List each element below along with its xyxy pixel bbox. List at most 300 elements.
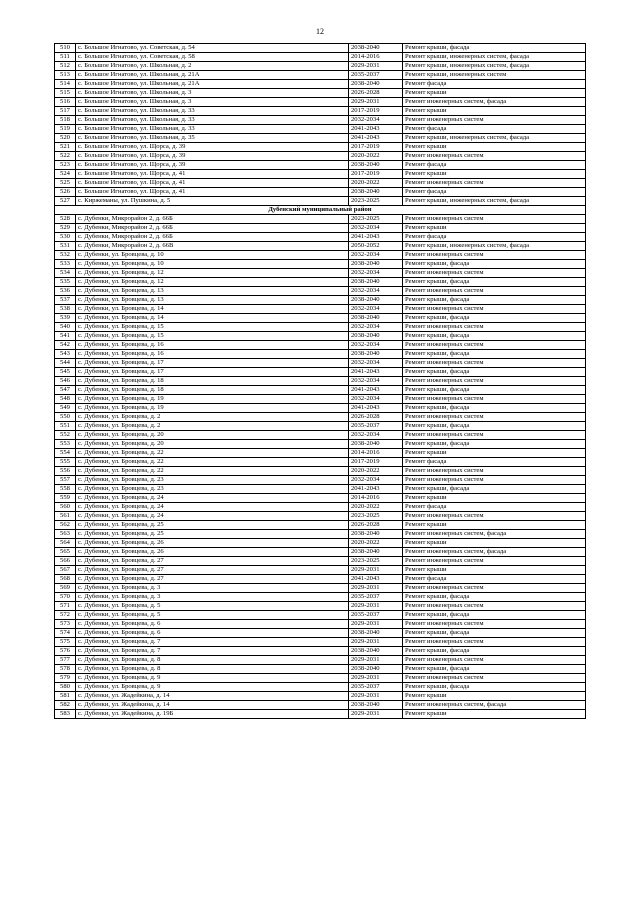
- page-number: 12: [316, 27, 324, 36]
- row-address: с. Большое Игнатово, ул. Щорса, д. 41: [76, 179, 349, 188]
- row-address: с. Дубенки, ул. Бровцева, д. 27: [76, 557, 349, 566]
- table-row: [55, 449, 586, 458]
- row-period: 2020-2022: [349, 503, 403, 512]
- row-work-type: Ремонт крыши, инженерных систем, фасада: [403, 134, 586, 143]
- row-period: 2029-2031: [349, 98, 403, 107]
- row-work-type: Ремонт инженерных систем: [403, 674, 586, 683]
- row-period: 2029-2031: [349, 710, 403, 719]
- row-period: 2038-2040: [349, 278, 403, 287]
- row-address: с. Дубенки, Микрорайон 2, д. 66Б: [76, 233, 349, 242]
- row-period: 2041-2043: [349, 368, 403, 377]
- row-number: 542: [55, 341, 76, 350]
- row-address: с. Дубенки, ул. Бровцева, д. 22: [76, 467, 349, 476]
- row-work-type: Ремонт инженерных систем: [403, 431, 586, 440]
- row-period: 2032-2034: [349, 341, 403, 350]
- row-period: 2032-2034: [349, 323, 403, 332]
- row-address: с. Дубенки, ул. Бровцева, д. 22: [76, 449, 349, 458]
- row-work-type: Ремонт крыши, фасада: [403, 44, 586, 53]
- row-work-type: Ремонт фасада: [403, 80, 586, 89]
- row-address: с. Дубенки, ул. Бровцева, д. 27: [76, 566, 349, 575]
- row-period: 2020-2022: [349, 179, 403, 188]
- table-row: [55, 179, 586, 188]
- table-row: [55, 332, 586, 341]
- row-period: 2017-2019: [349, 143, 403, 152]
- row-number: 533: [55, 260, 76, 269]
- row-number: 520: [55, 134, 76, 143]
- row-number: 562: [55, 521, 76, 530]
- row-number: 543: [55, 350, 76, 359]
- row-address: с. Дубенки, ул. Бровцева, д. 19: [76, 404, 349, 413]
- table-row: [55, 557, 586, 566]
- row-address: с. Дубенки, Микрорайон 2, д. 66Б: [76, 215, 349, 224]
- row-period: 2035-2037: [349, 683, 403, 692]
- row-work-type: Ремонт крыши, фасада: [403, 440, 586, 449]
- row-period: 2038-2040: [349, 530, 403, 539]
- table-row: [55, 152, 586, 161]
- row-number: 518: [55, 116, 76, 125]
- row-address: с. Дубенки, ул. Бровцева, д. 8: [76, 665, 349, 674]
- row-period: 2038-2040: [349, 80, 403, 89]
- row-number: 522: [55, 152, 76, 161]
- table-row: [55, 350, 586, 359]
- row-period: 2038-2040: [349, 665, 403, 674]
- row-work-type: Ремонт крыши, инженерных систем: [403, 71, 586, 80]
- row-work-type: Ремонт инженерных систем: [403, 620, 586, 629]
- row-period: 2014-2016: [349, 449, 403, 458]
- row-work-type: Ремонт инженерных систем: [403, 602, 586, 611]
- row-address: с. Дубенки, ул. Бровцева, д. 7: [76, 647, 349, 656]
- row-address: с. Дубенки, ул. Бровцева, д. 27: [76, 575, 349, 584]
- row-number: 524: [55, 170, 76, 179]
- row-period: 2029-2031: [349, 692, 403, 701]
- row-work-type: Ремонт крыши: [403, 89, 586, 98]
- row-address: с. Дубенки, ул. Бровцева, д. 24: [76, 503, 349, 512]
- row-work-type: Ремонт фасада: [403, 575, 586, 584]
- row-period: 2041-2043: [349, 485, 403, 494]
- row-work-type: Ремонт крыши, инженерных систем, фасада: [403, 62, 586, 71]
- table-row: [55, 467, 586, 476]
- table-row: [55, 143, 586, 152]
- row-work-type: Ремонт крыши: [403, 539, 586, 548]
- row-address: с. Дубенки, ул. Бровцева, д. 3: [76, 584, 349, 593]
- row-work-type: Ремонт крыши, фасада: [403, 665, 586, 674]
- row-work-type: Ремонт инженерных систем: [403, 251, 586, 260]
- table-row: [55, 431, 586, 440]
- row-address: с. Дубенки, ул. Бровцева, д. 18: [76, 386, 349, 395]
- row-work-type: Ремонт крыши, фасада: [403, 368, 586, 377]
- row-address: с. Дубенки, ул. Бровцева, д. 9: [76, 683, 349, 692]
- table-row: [55, 44, 586, 53]
- row-number: 566: [55, 557, 76, 566]
- row-period: 2032-2034: [349, 476, 403, 485]
- row-work-type: Ремонт фасада: [403, 161, 586, 170]
- row-number: 552: [55, 431, 76, 440]
- row-address: с. Дубенки, ул. Бровцева, д. 16: [76, 350, 349, 359]
- row-work-type: Ремонт крыши: [403, 692, 586, 701]
- row-period: 2029-2031: [349, 638, 403, 647]
- table-row: [55, 458, 586, 467]
- row-number: 544: [55, 359, 76, 368]
- row-address: с. Большое Игнатово, ул. Советская, д. 58: [76, 53, 349, 62]
- table-row: [55, 602, 586, 611]
- row-number: 545: [55, 368, 76, 377]
- row-work-type: Ремонт крыши, фасада: [403, 593, 586, 602]
- row-number: 563: [55, 530, 76, 539]
- row-period: 2032-2034: [349, 359, 403, 368]
- table-row: [55, 269, 586, 278]
- row-work-type: Ремонт инженерных систем: [403, 305, 586, 314]
- row-period: 2014-2016: [349, 53, 403, 62]
- row-work-type: Ремонт крыши, фасада: [403, 683, 586, 692]
- row-work-type: Ремонт инженерных систем, фасада: [403, 548, 586, 557]
- row-address: с. Дубенки, ул. Бровцева, д. 22: [76, 458, 349, 467]
- row-work-type: Ремонт крыши: [403, 224, 586, 233]
- row-period: 2035-2037: [349, 422, 403, 431]
- row-number: 583: [55, 710, 76, 719]
- row-work-type: Ремонт инженерных систем: [403, 638, 586, 647]
- row-period: 2029-2031: [349, 656, 403, 665]
- row-address: с. Большое Игнатово, ул. Школьная, д. 3: [76, 98, 349, 107]
- table-row: [55, 521, 586, 530]
- row-address: с. Дубенки, ул. Бровцева, д. 17: [76, 368, 349, 377]
- row-period: 2026-2028: [349, 89, 403, 98]
- row-period: 2038-2040: [349, 260, 403, 269]
- row-period: 2038-2040: [349, 161, 403, 170]
- row-number: 569: [55, 584, 76, 593]
- row-period: 2032-2034: [349, 287, 403, 296]
- row-address: с. Дубенки, ул. Бровцева, д. 13: [76, 296, 349, 305]
- row-period: 2038-2040: [349, 350, 403, 359]
- row-period: 2038-2040: [349, 314, 403, 323]
- row-work-type: Ремонт крыши, фасада: [403, 350, 586, 359]
- table-row: [55, 476, 586, 485]
- row-work-type: Ремонт крыши: [403, 566, 586, 575]
- row-number: 534: [55, 269, 76, 278]
- table-row: [55, 233, 586, 242]
- table-row: [55, 125, 586, 134]
- table-row: [55, 701, 586, 710]
- row-address: с. Дубенки, ул. Бровцева, д. 12: [76, 278, 349, 287]
- row-address: с. Большое Игнатово, ул. Школьная, д. 33: [76, 116, 349, 125]
- row-address: с. Дубенки, ул. Бровцева, д. 14: [76, 314, 349, 323]
- row-number: 578: [55, 665, 76, 674]
- row-work-type: Ремонт фасада: [403, 125, 586, 134]
- row-number: 549: [55, 404, 76, 413]
- row-period: 2029-2031: [349, 62, 403, 71]
- row-work-type: Ремонт крыши: [403, 710, 586, 719]
- table-row: [55, 251, 586, 260]
- row-address: с. Дубенки, ул. Бровцева, д. 14: [76, 305, 349, 314]
- row-address: с. Большое Игнатово, ул. Школьная, д. 33: [76, 125, 349, 134]
- table-row: [55, 341, 586, 350]
- row-period: 2017-2019: [349, 107, 403, 116]
- table-row: [55, 494, 586, 503]
- row-address: с. Дубенки, ул. Бровцева, д. 23: [76, 476, 349, 485]
- row-work-type: Ремонт инженерных систем: [403, 467, 586, 476]
- table-row: [55, 161, 586, 170]
- table-row: [55, 89, 586, 98]
- row-number: 515: [55, 89, 76, 98]
- row-address: с. Большое Игнатово, ул. Школьная, д. 3: [76, 89, 349, 98]
- row-period: 2017-2019: [349, 458, 403, 467]
- table-row: [55, 692, 586, 701]
- row-address: с. Большое Игнатово, ул. Щорса, д. 41: [76, 170, 349, 179]
- row-period: 2041-2043: [349, 575, 403, 584]
- row-address: с. Дубенки, ул. Бровцева, д. 9: [76, 674, 349, 683]
- row-number: 526: [55, 188, 76, 197]
- table-row: [55, 323, 586, 332]
- table-row: [55, 404, 586, 413]
- table-row: [55, 359, 586, 368]
- row-number: 541: [55, 332, 76, 341]
- table-row: [55, 548, 586, 557]
- row-period: 2023-2025: [349, 512, 403, 521]
- row-work-type: Ремонт крыши, фасада: [403, 278, 586, 287]
- row-work-type: Ремонт крыши, фасада: [403, 422, 586, 431]
- row-number: 570: [55, 593, 76, 602]
- row-number: 558: [55, 485, 76, 494]
- row-number: 511: [55, 53, 76, 62]
- table-row: [55, 305, 586, 314]
- row-number: 516: [55, 98, 76, 107]
- row-address: с. Дубенки, ул. Бровцева, д. 25: [76, 521, 349, 530]
- row-period: 2041-2043: [349, 134, 403, 143]
- row-period: 2029-2031: [349, 602, 403, 611]
- row-period: 2026-2028: [349, 521, 403, 530]
- table-row: [55, 116, 586, 125]
- row-work-type: Ремонт инженерных систем: [403, 557, 586, 566]
- table-row: [55, 53, 586, 62]
- table-row: [55, 683, 586, 692]
- row-work-type: Ремонт крыши, фасада: [403, 314, 586, 323]
- table-row: [55, 440, 586, 449]
- row-work-type: Ремонт крыши, фасада: [403, 629, 586, 638]
- table-row: [55, 710, 586, 719]
- table-row: [55, 368, 586, 377]
- row-period: 2023-2025: [349, 557, 403, 566]
- row-address: с. Дубенки, ул. Бровцева, д. 6: [76, 629, 349, 638]
- row-number: 568: [55, 575, 76, 584]
- row-work-type: Ремонт инженерных систем: [403, 359, 586, 368]
- table-row: [55, 413, 586, 422]
- row-number: 551: [55, 422, 76, 431]
- row-number: 546: [55, 377, 76, 386]
- row-period: 2035-2037: [349, 611, 403, 620]
- row-period: 2032-2034: [349, 377, 403, 386]
- row-address: с. Большое Игнатово, ул. Школьная, д. 21А: [76, 71, 349, 80]
- row-period: 2017-2019: [349, 170, 403, 179]
- row-number: 513: [55, 71, 76, 80]
- row-work-type: Ремонт инженерных систем: [403, 476, 586, 485]
- row-period: 2038-2040: [349, 548, 403, 557]
- row-work-type: Ремонт инженерных систем: [403, 341, 586, 350]
- row-period: 2038-2040: [349, 647, 403, 656]
- row-address: с. Большое Игнатово, ул. Щорса, д. 39: [76, 143, 349, 152]
- row-period: 2032-2034: [349, 395, 403, 404]
- row-number: 555: [55, 458, 76, 467]
- table-row: [55, 584, 586, 593]
- row-number: 519: [55, 125, 76, 134]
- row-number: 529: [55, 224, 76, 233]
- row-address: с. Дубенки, ул. Бровцева, д. 25: [76, 530, 349, 539]
- row-address: с. Дубенки, ул. Жадейкина, д. 19Б: [76, 710, 349, 719]
- row-period: 2035-2037: [349, 593, 403, 602]
- row-number: 525: [55, 179, 76, 188]
- row-period: 2032-2034: [349, 269, 403, 278]
- table-row: [55, 80, 586, 89]
- row-period: 2038-2040: [349, 188, 403, 197]
- row-period: 2020-2022: [349, 152, 403, 161]
- row-work-type: Ремонт инженерных систем, фасада: [403, 98, 586, 107]
- row-address: с. Большое Игнатово, ул. Советская, д. 54: [76, 44, 349, 53]
- row-number: 532: [55, 251, 76, 260]
- row-number: 538: [55, 305, 76, 314]
- row-period: 2032-2034: [349, 224, 403, 233]
- row-period: 2038-2040: [349, 629, 403, 638]
- row-period: 2032-2034: [349, 431, 403, 440]
- row-work-type: Ремонт крыши: [403, 107, 586, 116]
- row-address: с. Дубенки, ул. Бровцева, д. 10: [76, 251, 349, 260]
- table-row: [55, 656, 586, 665]
- row-number: 528: [55, 215, 76, 224]
- row-address: с. Большое Игнатово, ул. Школьная, д. 21А: [76, 80, 349, 89]
- row-period: 2020-2022: [349, 539, 403, 548]
- row-address: с. Дубенки, ул. Бровцева, д. 13: [76, 287, 349, 296]
- table-row: [55, 224, 586, 233]
- table-row: [55, 629, 586, 638]
- row-period: 2026-2028: [349, 413, 403, 422]
- row-work-type: Ремонт крыши, инженерных систем, фасада: [403, 242, 586, 251]
- row-address: с. Дубенки, ул. Бровцева, д. 2: [76, 413, 349, 422]
- row-address: с. Дубенки, Микрорайон 2, д. 66В: [76, 242, 349, 251]
- row-address: с. Дубенки, ул. Жадейкина, д. 14: [76, 701, 349, 710]
- row-period: 2038-2040: [349, 296, 403, 305]
- table-row: [55, 386, 586, 395]
- row-number: 565: [55, 548, 76, 557]
- row-address: с. Дубенки, ул. Бровцева, д. 7: [76, 638, 349, 647]
- row-work-type: Ремонт инженерных систем: [403, 323, 586, 332]
- row-work-type: Ремонт инженерных систем: [403, 377, 586, 386]
- row-period: 2041-2043: [349, 125, 403, 134]
- row-number: 531: [55, 242, 76, 251]
- row-work-type: Ремонт фасада: [403, 503, 586, 512]
- row-period: 2038-2040: [349, 332, 403, 341]
- row-number: 517: [55, 107, 76, 116]
- row-number: 571: [55, 602, 76, 611]
- row-address: с. Дубенки, ул. Бровцева, д. 6: [76, 620, 349, 629]
- row-number: 553: [55, 440, 76, 449]
- row-address: с. Дубенки, ул. Бровцева, д. 12: [76, 269, 349, 278]
- table-row: [55, 485, 586, 494]
- row-work-type: Ремонт инженерных систем: [403, 269, 586, 278]
- row-period: 2041-2043: [349, 233, 403, 242]
- row-address: с. Дубенки, ул. Бровцева, д. 15: [76, 332, 349, 341]
- row-address: с. Дубенки, ул. Бровцева, д. 5: [76, 602, 349, 611]
- row-address: с. Дубенки, ул. Бровцева, д. 2: [76, 422, 349, 431]
- table-row: [55, 377, 586, 386]
- row-number: 567: [55, 566, 76, 575]
- row-period: 2050-2052: [349, 242, 403, 251]
- row-address: с. Большое Игнатово, ул. Школьная, д. 33: [76, 107, 349, 116]
- row-work-type: Ремонт инженерных систем: [403, 584, 586, 593]
- row-address: с. Дубенки, ул. Бровцева, д. 8: [76, 656, 349, 665]
- repair-schedule-body: [55, 44, 586, 719]
- row-work-type: Ремонт крыши, фасада: [403, 647, 586, 656]
- row-period: 2014-2016: [349, 494, 403, 503]
- table-row: [55, 422, 586, 431]
- row-number: 560: [55, 503, 76, 512]
- row-work-type: Ремонт крыши, фасада: [403, 386, 586, 395]
- row-work-type: Ремонт крыши: [403, 170, 586, 179]
- row-number: 535: [55, 278, 76, 287]
- table-row: [55, 620, 586, 629]
- row-period: 2020-2022: [349, 467, 403, 476]
- row-work-type: Ремонт инженерных систем: [403, 512, 586, 521]
- row-work-type: Ремонт крыши, фасада: [403, 260, 586, 269]
- table-row: [55, 278, 586, 287]
- row-address: с. Дубенки, ул. Бровцева, д. 5: [76, 611, 349, 620]
- table-row: [55, 62, 586, 71]
- row-work-type: Ремонт крыши, фасада: [403, 611, 586, 620]
- row-address: с. Большое Игнатово, ул. Школьная, д. 35: [76, 134, 349, 143]
- table-row: [55, 71, 586, 80]
- table-row: [55, 107, 586, 116]
- row-address: с. Дубенки, ул. Бровцева, д. 20: [76, 440, 349, 449]
- row-address: с. Дубенки, ул. Бровцева, д. 15: [76, 323, 349, 332]
- row-work-type: Ремонт крыши, фасада: [403, 404, 586, 413]
- table-row: [55, 566, 586, 575]
- row-address: с. Большое Игнатово, ул. Щорса, д. 41: [76, 188, 349, 197]
- row-number: 547: [55, 386, 76, 395]
- row-address: с. Дубенки, ул. Бровцева, д. 26: [76, 539, 349, 548]
- table-row: [55, 314, 586, 323]
- row-period: 2041-2043: [349, 386, 403, 395]
- table-row: [55, 260, 586, 269]
- row-period: 2023-2025: [349, 197, 403, 206]
- table-row: [55, 134, 586, 143]
- row-number: 564: [55, 539, 76, 548]
- row-period: 2029-2031: [349, 674, 403, 683]
- table-row: [55, 665, 586, 674]
- row-number: 514: [55, 80, 76, 89]
- section-title: Дубенский муниципальный район: [55, 206, 586, 215]
- row-number: 559: [55, 494, 76, 503]
- row-number: 576: [55, 647, 76, 656]
- row-number: 573: [55, 620, 76, 629]
- table-row: [55, 611, 586, 620]
- row-work-type: Ремонт фасада: [403, 458, 586, 467]
- row-number: 512: [55, 62, 76, 71]
- row-work-type: Ремонт инженерных систем, фасада: [403, 701, 586, 710]
- row-address: с. Дубенки, ул. Бровцева, д. 17: [76, 359, 349, 368]
- table-row: [55, 215, 586, 224]
- table-row: [55, 593, 586, 602]
- row-address: с. Большое Игнатово, ул. Щорса, д. 39: [76, 152, 349, 161]
- row-address: с. Дубенки, ул. Жадейкина, д. 14: [76, 692, 349, 701]
- table-row: [55, 296, 586, 305]
- table-row: [55, 674, 586, 683]
- row-number: 557: [55, 476, 76, 485]
- row-number: 556: [55, 467, 76, 476]
- row-address: с. Дубенки, ул. Бровцева, д. 24: [76, 494, 349, 503]
- row-number: 580: [55, 683, 76, 692]
- row-number: 540: [55, 323, 76, 332]
- table-row: [55, 197, 586, 206]
- row-work-type: Ремонт инженерных систем: [403, 152, 586, 161]
- row-number: 523: [55, 161, 76, 170]
- row-period: 2041-2043: [349, 404, 403, 413]
- row-number: 527: [55, 197, 76, 206]
